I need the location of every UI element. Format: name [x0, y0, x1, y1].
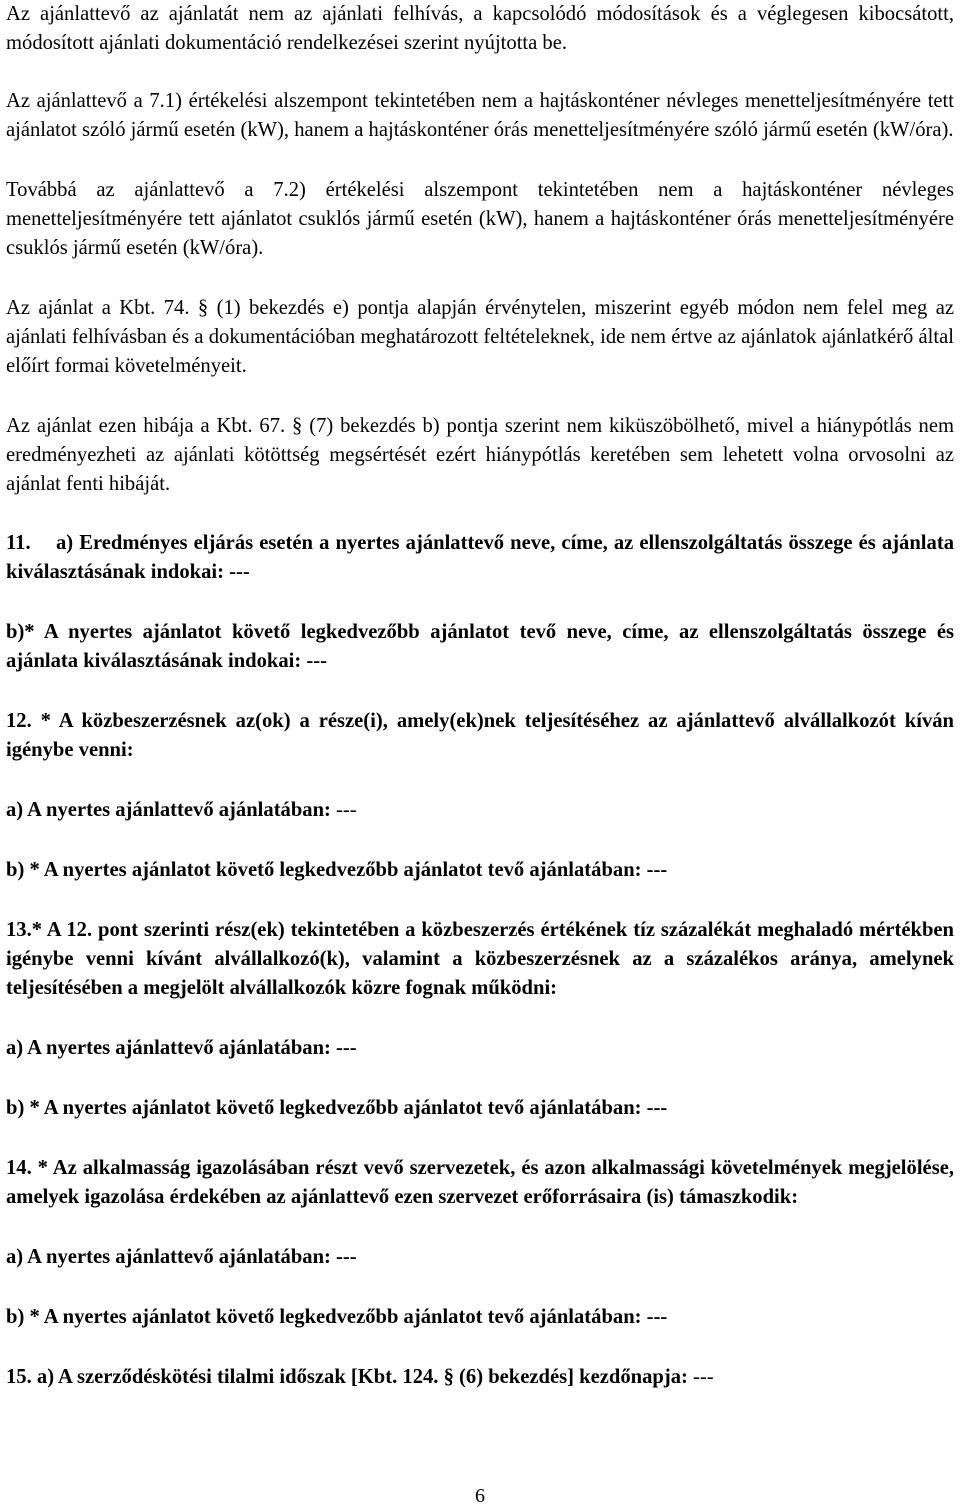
section-15a — [6, 1363, 954, 1392]
section-14: 14. * Az alkalmasság igazolásában részt vevő szervezetek, és azon alkalmassági követelmények megjelölése, amelyek igazolása érdekében az ajánlattevő ezen szervezet erőforrásaira (is) támaszkodik: — [6, 1157, 954, 1208]
paragraph-kbt-67: Az ajánlat ezen hibája a Kbt. 67. § (7) bekezdés b) pontja szerint nem kiküszöbölhető, mivel a hiánypótlás nem eredményezheti az ajánlati kötöttség megsértését ezért hiánypótlás keretében sem lehetett volna orvosolni az ajánlat fenti hibáját. — [6, 415, 954, 495]
section-12a-label: a) A nyertes ajánlattevő ajánlatában: — [6, 799, 331, 821]
section-15a-value: --- — [687, 1366, 714, 1388]
paragraph-criterion-7-1: Az ajánlattevő a 7.1) értékelési alszempont tekintetében nem a hajtáskonténer névleges menetteljesítményére tett ajánlatot szóló jármű esetén (kW), hanem a hajtáskonténer órás menetteljesítményére szóló jármű esetén (kW/óra). — [6, 90, 954, 141]
document-page — [6, 0, 954, 1509]
section-13b: b) * A nyertes ajánlatot követő legkedvezőbb ajánlatot tevő ajánlatában: --- — [6, 1097, 668, 1119]
section-14b: b) * A nyertes ajánlatot követő legkedvezőbb ajánlatot tevő ajánlatában: --- — [6, 1306, 668, 1328]
section-12a — [6, 796, 954, 825]
section-11a — [6, 529, 954, 587]
section-12a-value: --- — [330, 799, 357, 821]
section-14a: a) A nyertes ajánlattevő ajánlatában: --- — [6, 1246, 357, 1268]
section-13a: a) A nyertes ajánlattevő ajánlatában: --- — [6, 1037, 357, 1059]
paragraph-invalid-offer: Az ajánlattevő az ajánlatát nem az ajánlati felhívás, a kapcsolódó módosítások és a véglegesen kibocsátott, módosított ajánlati dokumentáció rendelkezései szerint nyújtotta be. — [6, 3, 954, 54]
section-12: 12. * A közbeszerzésnek az(ok) a része(i), amely(ek)nek teljesítéséhez az ajánlattevő alvállalkozót kíván igénybe venni: — [6, 710, 954, 761]
section-15a-label: 15. a) A szerződéskötési tilalmi időszak [Kbt. 124. § (6) bekezdés] kezdőnapja: — [6, 1366, 688, 1388]
section-13: 13.* A 12. pont szerinti rész(ek) tekintetében a közbeszerzés értékének tíz százalékát meghaladó mértékben igénybe venni kívánt alvállalkozó(k), valamint a közbeszerzésnek az a százalékos aránya, amelynek teljesítésében a megjelölt alvállalkozók közre fognak működni: — [6, 919, 954, 999]
page-number: 6 — [475, 1485, 485, 1507]
paragraph-criterion-7-2: Továbbá az ajánlattevő a 7.2) értékelési alszempont tekintetében nem a hajtáskonténer névleges menetteljesítményére tett ajánlatot csuklós jármű esetén (kW), hanem a hajtáskonténer órás menetteljesítményére csuklós jármű esetén (kW/óra). — [6, 179, 954, 259]
paragraph-kbt-74: Az ajánlat a Kbt. 74. § (1) bekezdés e) pontja alapján érvénytelen, miszerint egyéb módon nem felel meg az ajánlati felhívásban és a dokumentációban meghatározott feltételeknek, ide nem értve az ajánlatok ajánlatkérő által előírt formai követelményeit. — [6, 297, 954, 377]
section-12b: b) * A nyertes ajánlatot követő legkedvezőbb ajánlatot tevő ajánlatában: --- — [6, 859, 668, 881]
section-11b: b)* A nyertes ajánlatot követő legkedvezőbb ajánlatot tevő neve, címe, az ellenszolgáltatás összege és ajánlata kiválasztásának indokai: --- — [6, 621, 954, 672]
section-11a-text: a) Eredményes eljárás esetén a nyertes ajánlattevő neve, címe, az ellenszolgáltatás összege és ajánlata kiválasztásának indokai: --- — [6, 532, 954, 583]
section-11-number: 11. — [6, 532, 31, 554]
